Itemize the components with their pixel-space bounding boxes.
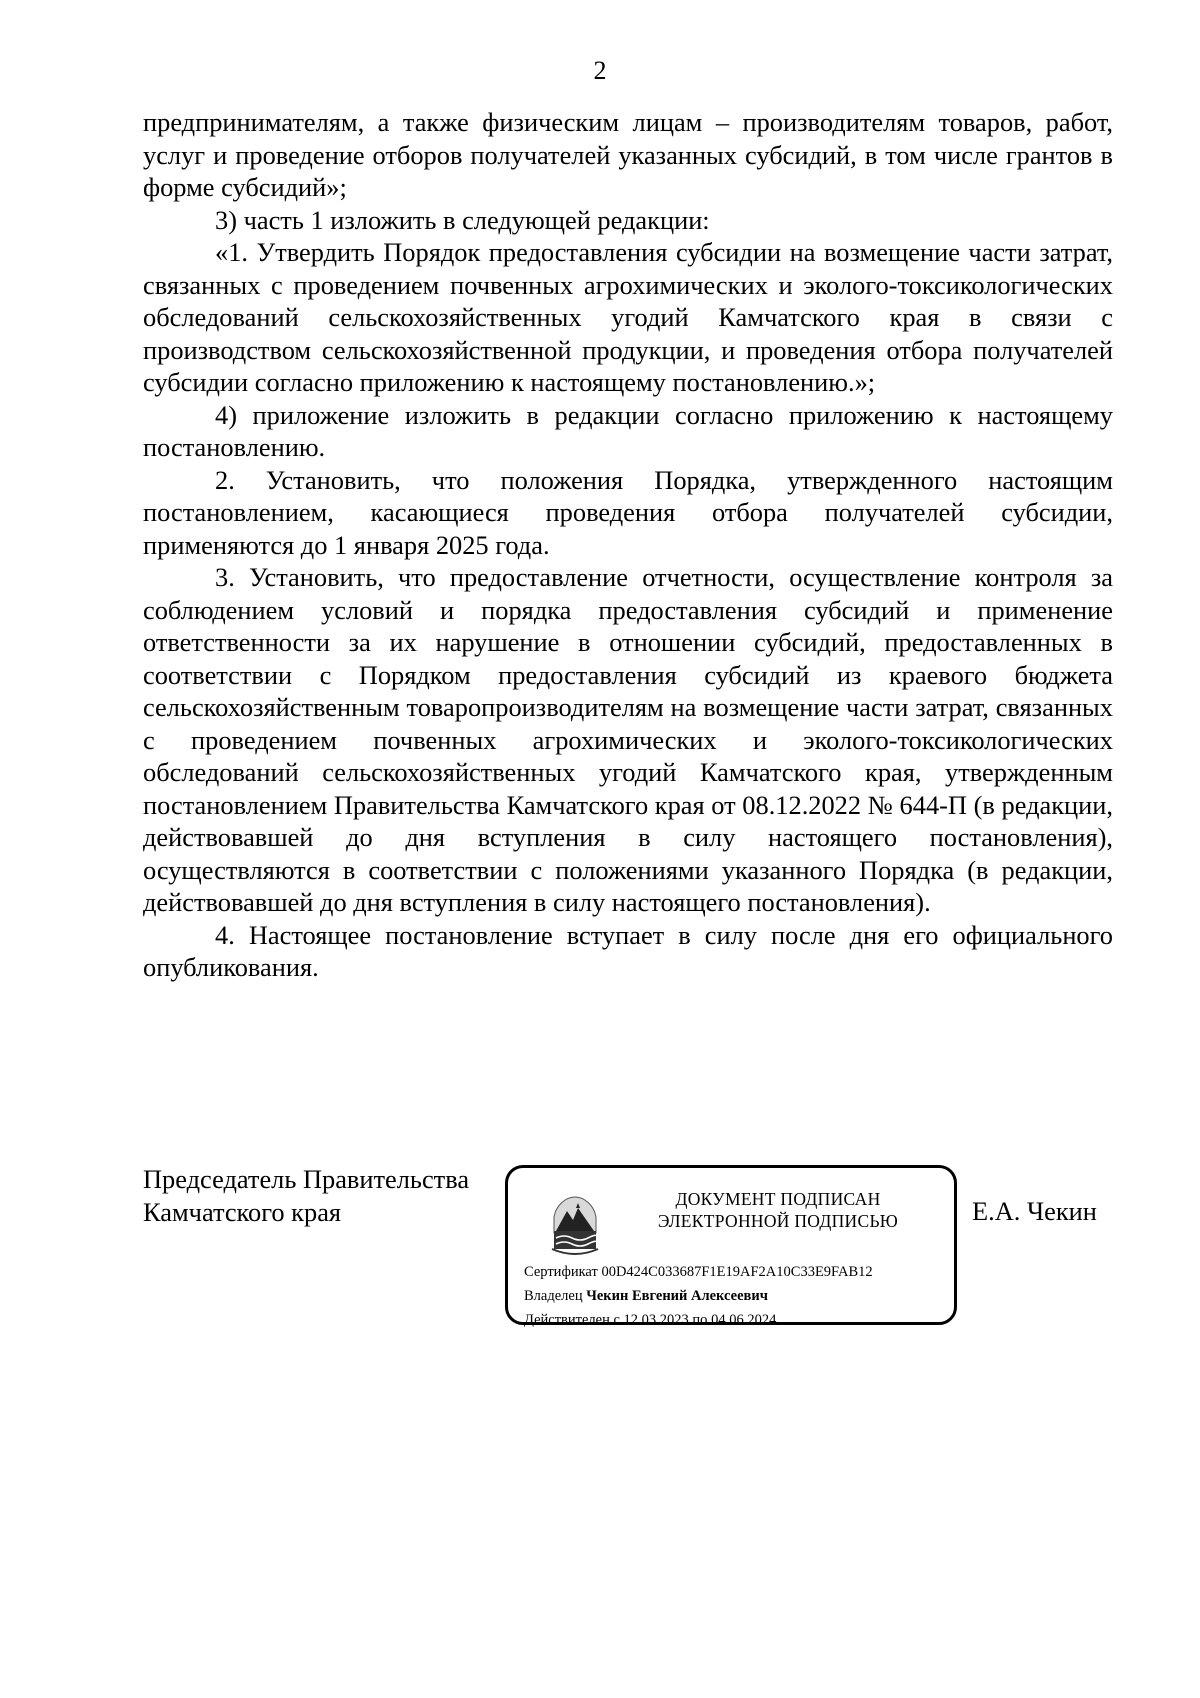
paragraph: 2. Установить, что положения Порядка, утвержденного настоящим постановлением, касающиеся проведения отбора получателей субсидии, применяются до 1 января 2025 года. (143, 464, 1113, 560)
stamp-owner (524, 1288, 768, 1305)
owner-label: Владелец (524, 1288, 583, 1304)
paragraph: предпринимателям, а также физическим лицам – производителям товаров, работ, услуг и проведение отборов получателей указанных субсидий, в том числе грантов в форме субсидий»; (143, 107, 1113, 202)
signer-title-line: Камчатского края (143, 1197, 342, 1227)
paragraph: «1. Утвердить Порядок предоставления субсидии на возмещение части затрат, связанных с проведением почвенных агрохимических и эколого-токсикологических обследований сельскохозяйственных угодий Камчатского края в связи с производством сельскохозяйственной продукции, и проведения отбора получателей субсидии согласно приложению к настоящему постановлению.»; (143, 237, 1113, 397)
signer-title (143, 1163, 469, 1229)
page-number: 2 (593, 56, 607, 85)
paragraph: 3) часть 1 изложить в следующей редакции: (215, 204, 710, 235)
paragraph: 4) приложение изложить в редакции согласно приложению к настоящему постановлению. (143, 399, 1113, 462)
valid-from-date: 12.03.2023 (623, 1312, 689, 1328)
certificate-value: 00D424C033687F1E19AF2A10C33E9FAB12 (601, 1264, 873, 1280)
paragraph: 4. Настоящее постановление вступает в силу после дня его официального опубликования. (143, 919, 1113, 982)
owner-value: Чекин Евгений Алексеевич (586, 1288, 768, 1304)
stamp-heading-line: ЭЛЕКТРОННОЙ ПОДПИСЬЮ (657, 1211, 899, 1231)
document-body (143, 106, 1113, 984)
signer-name: Е.А. Чекин (972, 1196, 1097, 1226)
electronic-signature-stamp (505, 1165, 957, 1328)
kamchatka-emblem-icon (548, 1195, 602, 1257)
stamp-heading-line: ДОКУМЕНТ ПОДПИСАН (675, 1189, 881, 1209)
valid-from-label: Действителен с (524, 1312, 620, 1328)
paragraph: 3. Установить, что предоставление отчетности, осуществление контроля за соблюдением условий и порядка предоставления субсидий и применение ответственности за их нарушение в отношении субсидий, предоставленных в соответствии с Порядком предоставления субсидий из краевого бюджета сельскохозяйственным товаропроизводителям на возмещение части затрат, связанных с проведением почвенных агрохимических и эколого-токсикологических обследований сельскохозяйственных угодий Камчатского края, утвержденным постановлением Правительства Камчатского края от 08.12.2022 № 644-П (в редакции, действовавшей до дня вступления в силу настоящего постановления), осуществляются в соответствии с положениями указанного Порядка (в редакции, действовавшей до дня вступления в силу настоящего постановления). (143, 562, 1113, 917)
valid-to-date: 04.06.2024 (711, 1312, 777, 1328)
stamp-validity (524, 1312, 776, 1329)
certificate-label: Сертификат (524, 1264, 598, 1280)
stamp-heading (618, 1188, 938, 1232)
stamp-certificate (524, 1264, 873, 1281)
valid-to-label: по (692, 1312, 708, 1328)
signer-title-line: Председатель Правительства (143, 1164, 470, 1194)
